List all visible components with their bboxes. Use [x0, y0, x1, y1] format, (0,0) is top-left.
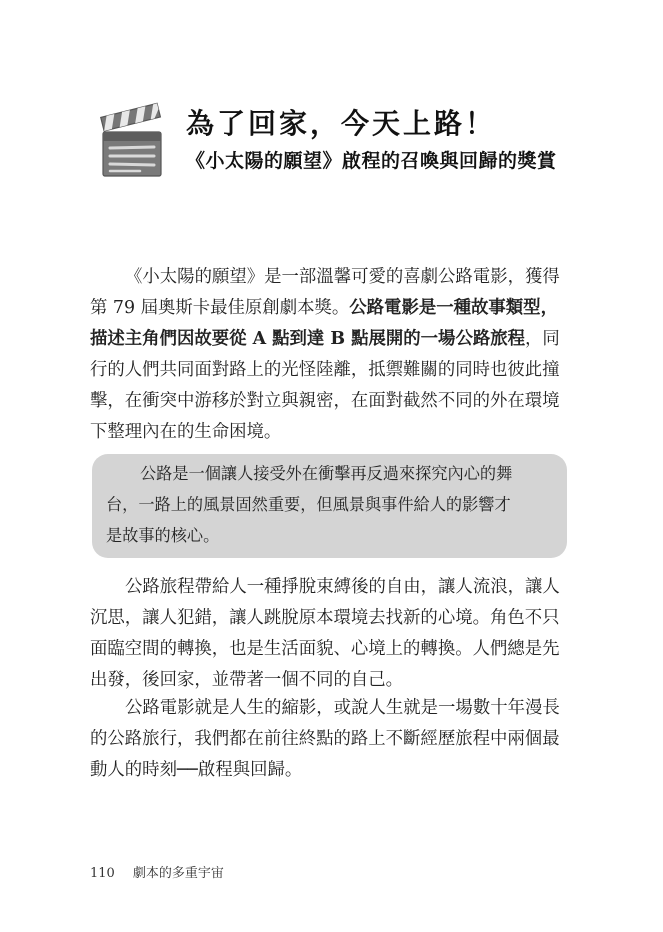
text-line: 行的人們共同面對路上的光怪陸離，抵禦難關的同時也彼此撞	[90, 360, 560, 380]
text-line: 公路電影就是人生的縮影，或說人生就是一場數十年漫長	[125, 698, 560, 718]
text-line: 下整理內在的生命困境。	[90, 422, 282, 442]
film-clapperboard-icon	[100, 100, 164, 178]
text-span-bold: 描述主角們因故要從 A 點到達 B 點展開的一場公路旅程	[90, 329, 526, 349]
text-line: 沉思，讓人犯錯，讓人跳脫原本環境去找新的心境。角色不只	[90, 608, 560, 628]
text-line: 的公路旅行，我們都在前往終點的路上不斷經歷旅程中兩個最	[90, 729, 560, 749]
text-line: 公路是一個讓人接受外在衝擊再反過來探究內心的舞	[140, 464, 513, 483]
text-line: 面臨空間的轉換，也是生活面貌、心境上的轉換。人們總是先	[90, 639, 560, 659]
callout-text	[106, 458, 558, 551]
text-line: 《小太陽的願望》是一部溫馨可愛的喜劇公路電影，獲得	[125, 267, 560, 287]
text-span-bold: 公路電影是一種故事類型，	[349, 298, 558, 318]
text-span: ，同	[525, 329, 560, 349]
text-line	[90, 324, 568, 355]
text-line: 出發，後回家，並帶著一個不同的自己。	[90, 670, 404, 690]
text-line: 擊，在衝突中游移於對立與親密，在面對截然不同的外在環境	[90, 391, 560, 411]
paragraph-road-trip	[90, 572, 568, 696]
text-line: 是故事的核心。	[106, 526, 220, 545]
paragraph-intro	[90, 262, 568, 448]
page-footer	[90, 862, 242, 881]
page-title: 為了回家，今天上路！	[186, 107, 497, 140]
text-line	[90, 293, 568, 324]
page-number: 110	[90, 866, 115, 881]
text-span: 第 79 屆奧斯卡最佳原創劇本獎。	[90, 298, 350, 318]
page-subtitle: 《小太陽的願望》啟程的召喚與回歸的獎賞	[186, 150, 557, 172]
text-line: 動人的時刻──啟程與回歸。	[90, 760, 303, 780]
text-line: 公路旅程帶給人一種掙脫束縛後的自由，讓人流浪，讓人	[125, 577, 560, 597]
text-line: 台，一路上的風景固然重要，但風景與事件給人的影響才	[106, 495, 511, 514]
paragraph-conclusion	[90, 693, 568, 786]
book-title: 劇本的多重宇宙	[132, 866, 224, 881]
